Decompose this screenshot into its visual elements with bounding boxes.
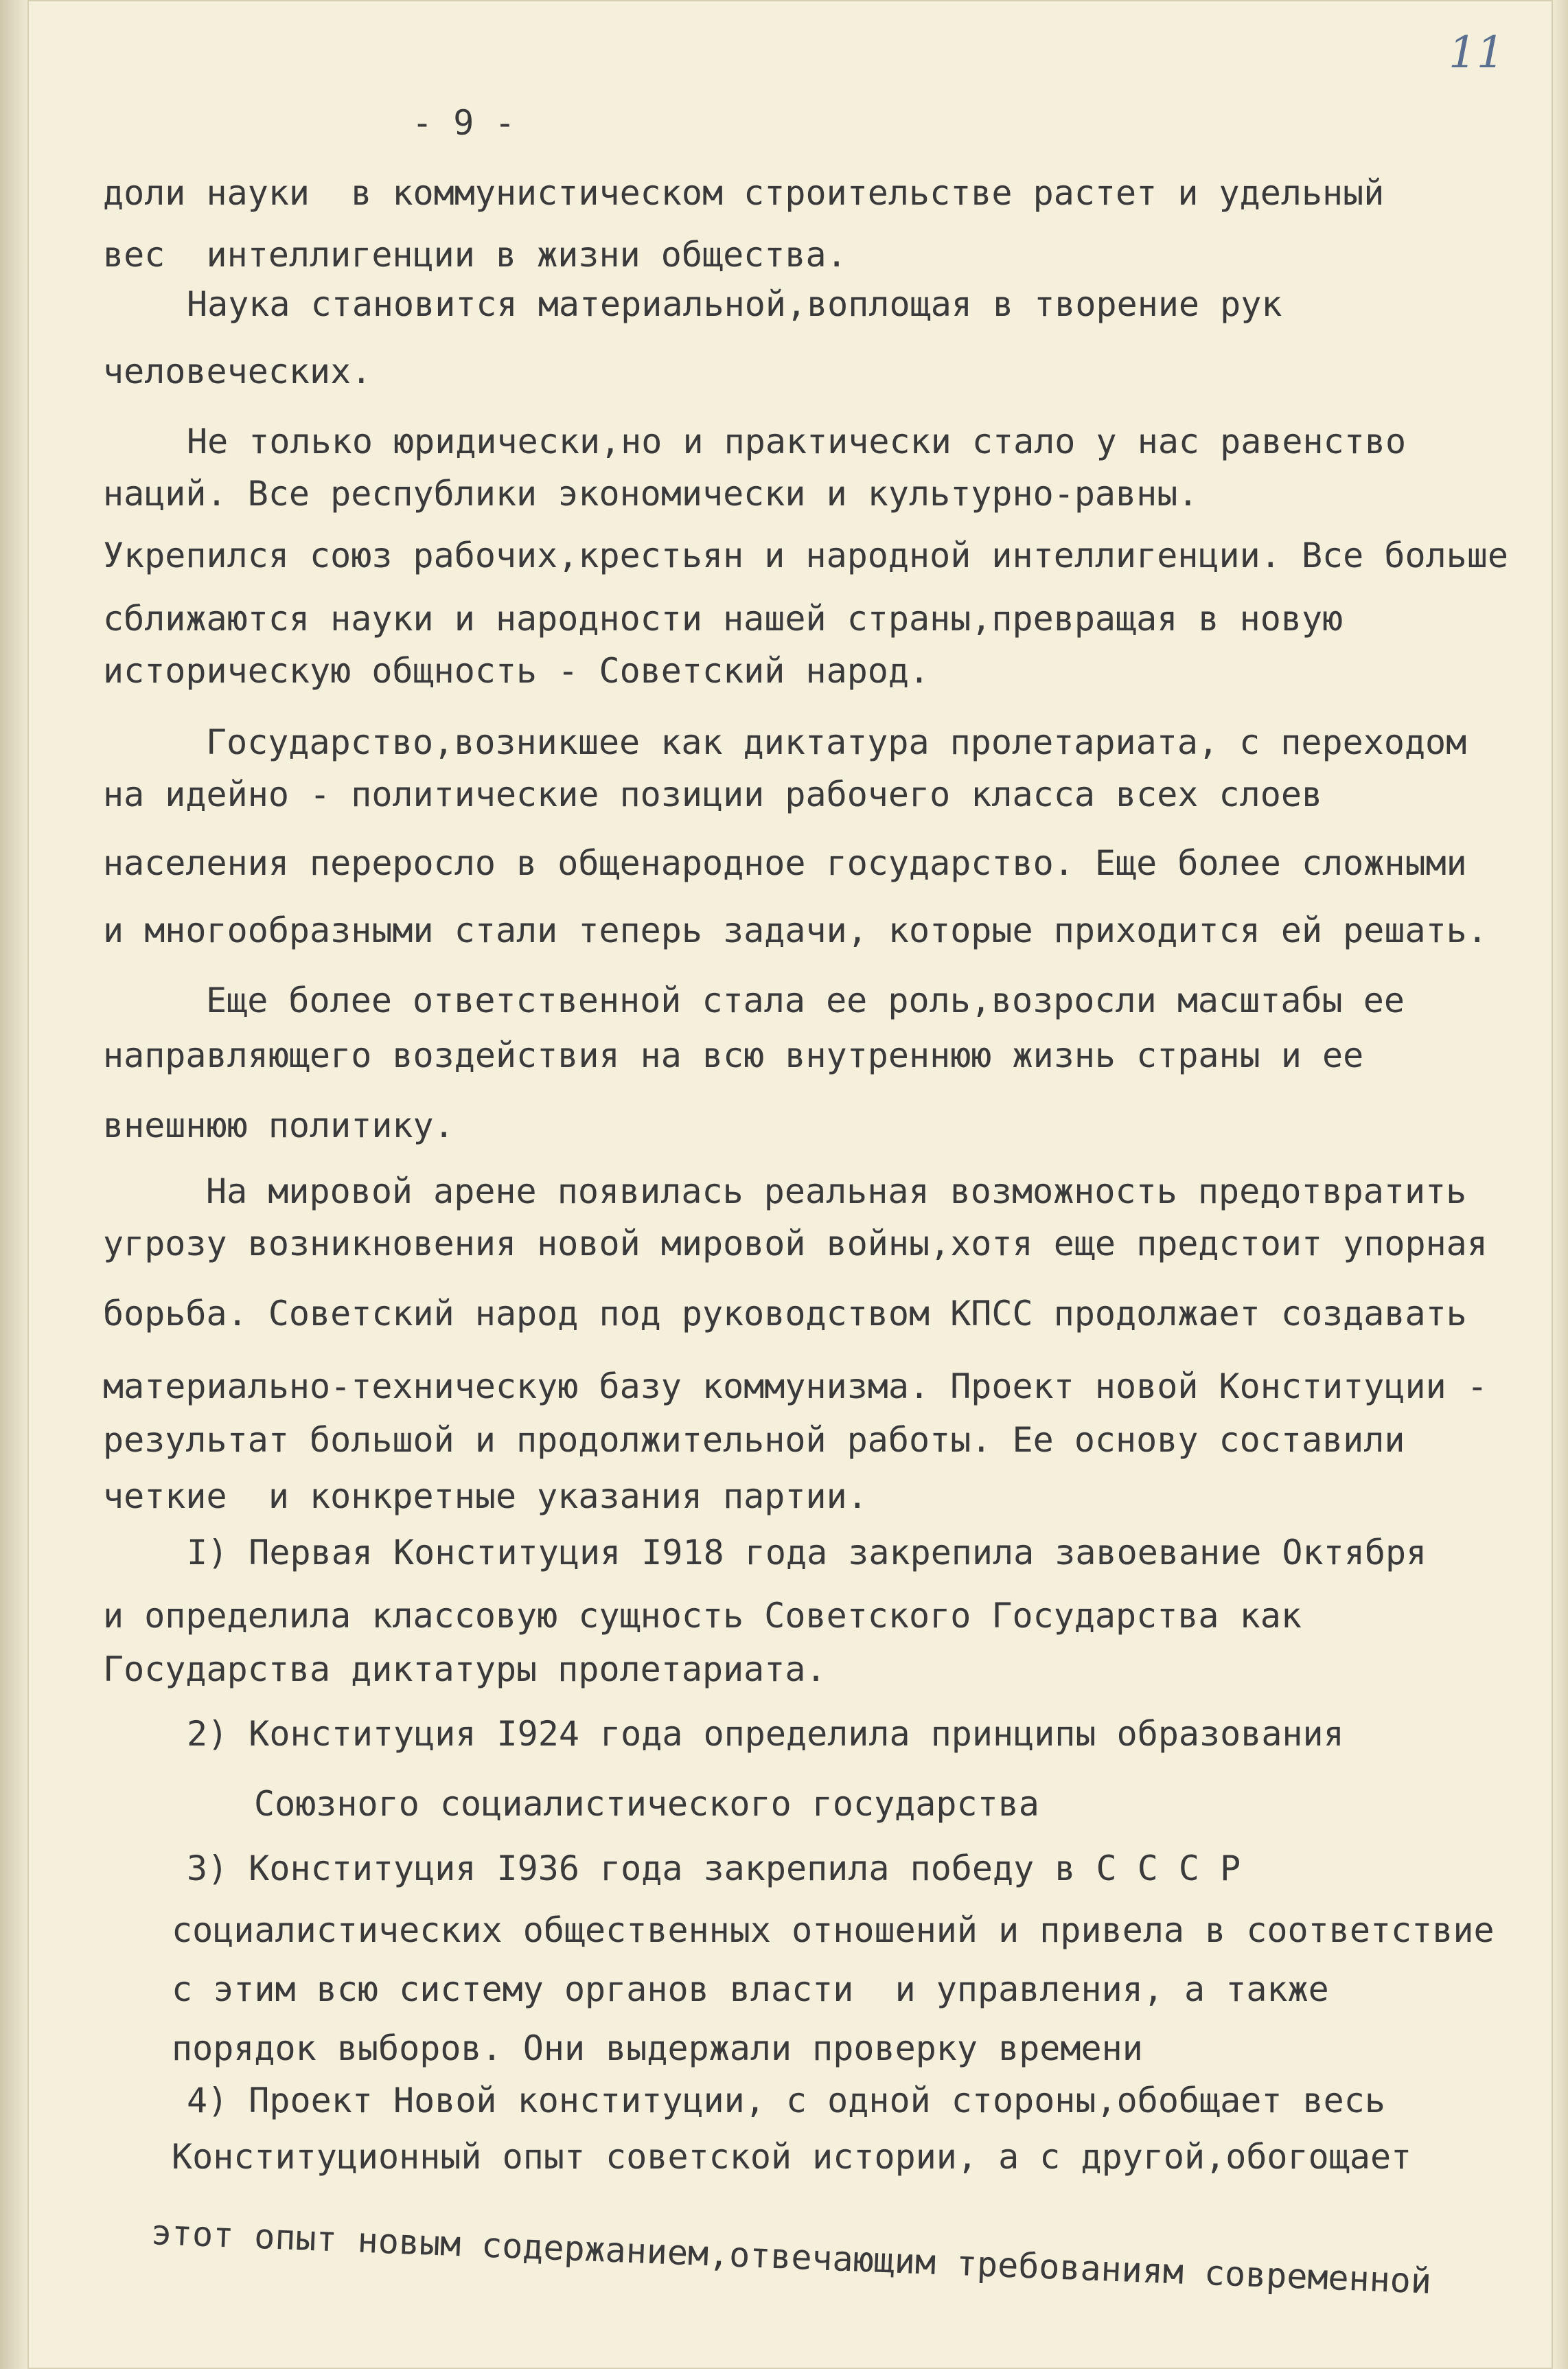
text-line: внешнюю политику. — [103, 1106, 454, 1145]
text-line: четкие и конкретные указания партии. — [103, 1476, 868, 1516]
text-line: сближаются науки и народности нашей страны,превращая в новую — [103, 599, 1344, 639]
text-line: доли науки в коммунистическом строительстве растет и удельный — [103, 173, 1385, 213]
text-line: результат большой и продолжительной работы. Ее основу составили — [103, 1420, 1405, 1460]
text-line: Конституционный опыт советской истории, а с другой,обогощает — [172, 2137, 1412, 2177]
text-line: Укрепился союз рабочих,крестьян и народной интеллигенции. Все больше — [103, 536, 1508, 575]
text-line: направляющего воздействия на всю внутреннюю жизнь страны и ее — [103, 1035, 1364, 1075]
text-line: Еще более ответственной стала ее роль,возросли масштабы ее — [206, 981, 1405, 1020]
text-line: наций. Все республики экономически и культурно-равны. — [103, 474, 1199, 514]
text-line: этот опыт новым содержанием,отвечающим требованиям современной — [150, 2212, 1433, 2302]
text-line: с этим всю систему органов власти и управления, а также — [172, 1969, 1329, 2009]
text-line: Не только юридически,но и практически стало у нас равенство — [187, 422, 1407, 461]
text-line: 3) Конституция I936 года закрепила победу в С С С Р — [187, 1849, 1241, 1888]
text-line: I) Первая Конституция I918 года закрепила завоевание Октября — [187, 1533, 1427, 1572]
text-line: борьба. Советский народ под руководством КПСС продолжает создавать — [103, 1294, 1467, 1334]
text-line: социалистических общественных отношений и привела в соответствие — [172, 1910, 1495, 1950]
text-line: Государства диктатуры пролетариата. — [103, 1649, 827, 1689]
page-number: - 9 - — [412, 103, 516, 143]
text-line: Наука становится материальной,воплощая в творение рук — [187, 284, 1282, 324]
text-line: на идейно - политические позиции рабочего класса всех слоев — [103, 775, 1323, 814]
text-line: и определила классовую сущность Советского Государства как — [103, 1596, 1302, 1636]
adjacent-page-edge — [0, 0, 27, 2369]
text-line: вес интеллигенции в жизни общества. — [103, 235, 847, 275]
text-line: 4) Проект Новой конституции, с одной стороны,обобщает весь — [187, 2081, 1385, 2120]
text-line: историческую общность - Советский народ. — [103, 651, 930, 691]
text-line: порядок выборов. Они выдержали проверку времени — [172, 2028, 1143, 2068]
text-line: 2) Конституция I924 года определила принципы образования — [187, 1714, 1344, 1754]
text-line: населения переросло в общенародное государство. Еще более сложными — [103, 843, 1467, 883]
text-line: Государство,возникшее как диктатура пролетариата, с переходом — [206, 722, 1467, 762]
text-line: угрозу возникновения новой мировой войны,хотя еще предстоит упорная — [103, 1224, 1488, 1263]
text-line: материально-техническую базу коммунизма. Проект новой Конституции - — [103, 1366, 1488, 1406]
page-right-edge — [1553, 0, 1568, 2369]
archive-page-number: 11 — [1449, 27, 1505, 78]
text-line: На мировой арене появилась реальная возможность предотвратить — [206, 1171, 1467, 1211]
text-line: Союзного социалистического государства — [254, 1784, 1039, 1824]
text-line: и многообразными стали теперь задачи, которые приходится ей решать. — [103, 911, 1488, 950]
text-line: человеческих. — [103, 352, 372, 391]
